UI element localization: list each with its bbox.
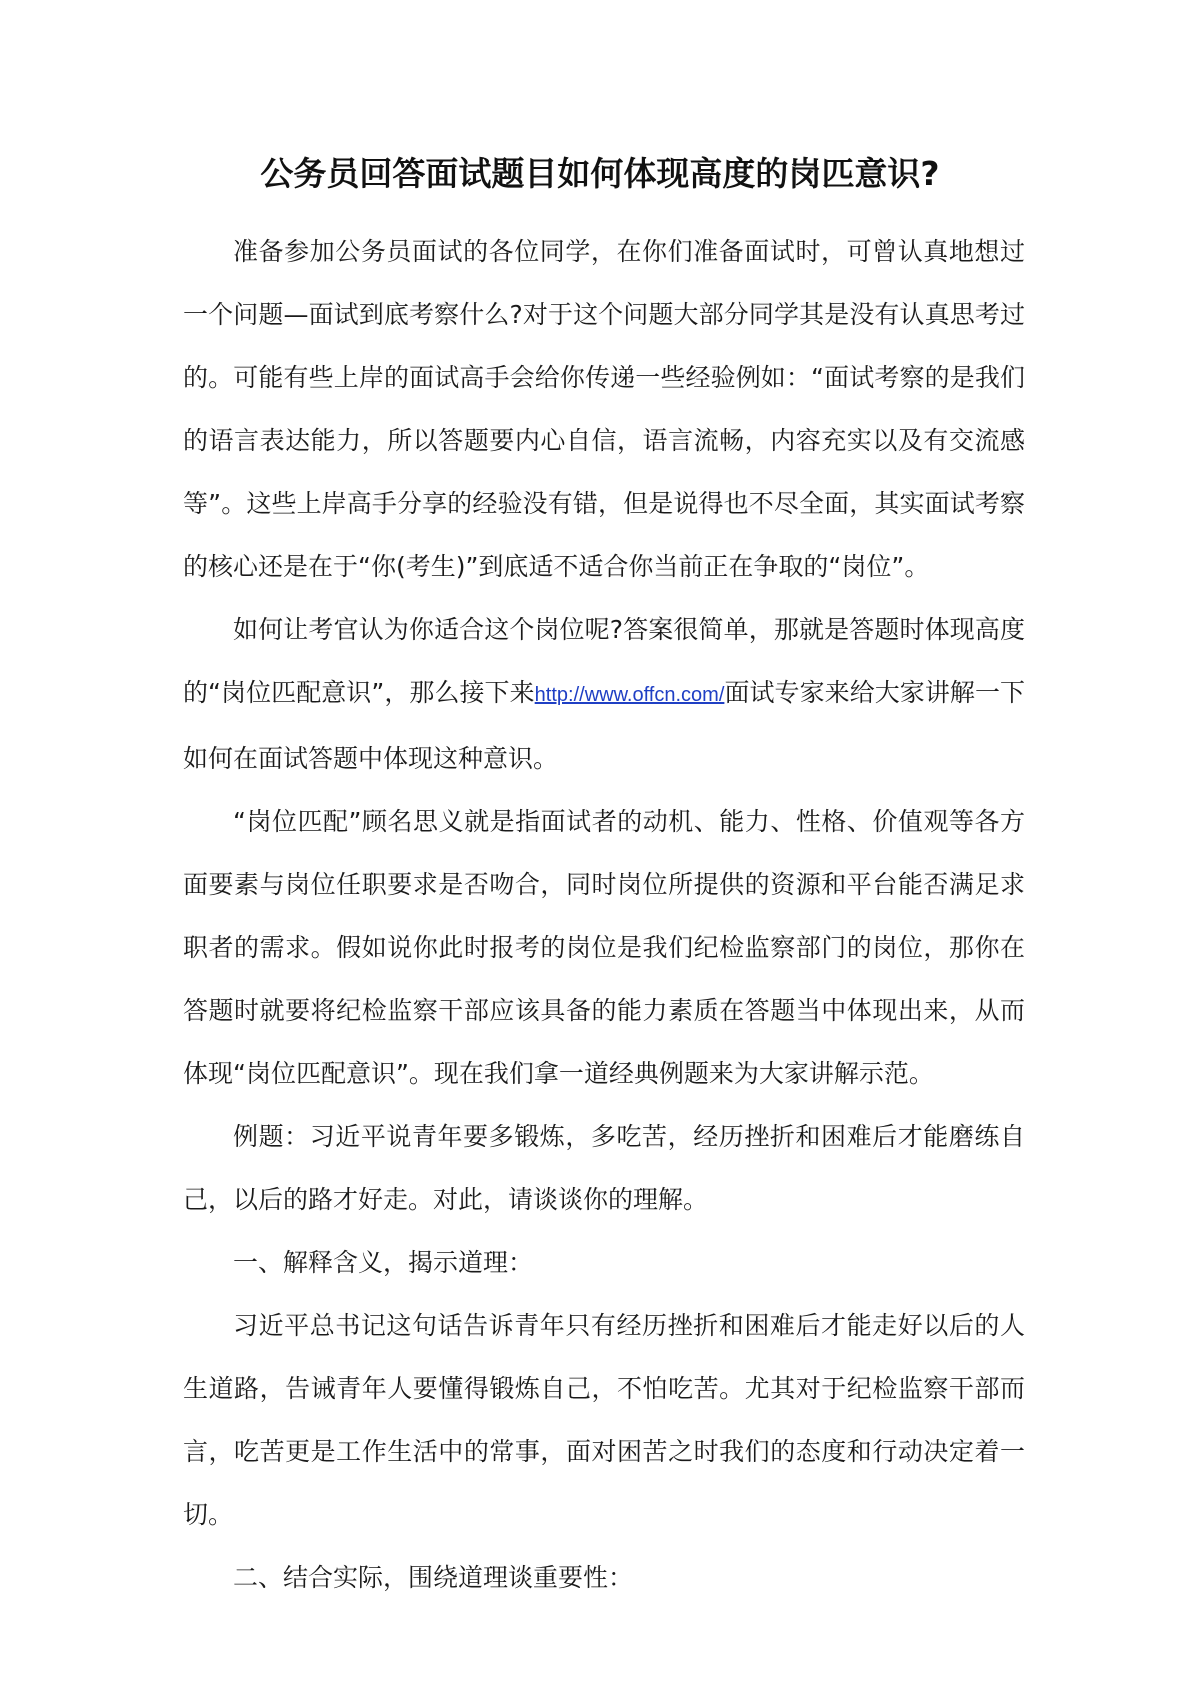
offcn-link[interactable]: http://www.offcn.com/: [534, 684, 725, 706]
paragraph-text-after-link: 面试专家来给大家讲解一下如何在面试答题中体现这种意识。: [183, 678, 1025, 773]
paragraph-intro: 准备参加公务员面试的各位同学，在你们准备面试时，可曾认真地想过一个问题—面试到底考察什么?对于这个问题大部分同学其是没有认真思考过的。可能有些上岸的面试高手会给你传递一些经验例如：“面试考察的是我们的语言表达能力，所以答题要内心自信，语言流畅，内容充实以及有交流感等”。这些上岸高手分享的经验没有错，但是说得也不尽全面，其实面试考察的核心还是在于“你(考生)”到底适不适合你当前正在争取的“岗位”。: [183, 237, 1025, 581]
paragraph-explanation: 习近平总书记这句话告诉青年只有经历挫折和困难后才能走好以后的人生道路，告诫青年人要懂得锻炼自己，不怕吃苦。尤其对于纪检监察干部而言，吃苦更是工作生活中的常事，面对困苦之时我们的态度和行动决定着一切。: [183, 1311, 1025, 1529]
paragraph-text-before-link: 如何让考官认为你适合这个岗位呢?答案很简单，那就是答题时体现高度的“岗位匹配意识”，那么接下来: [183, 615, 1025, 707]
paragraph-example-question: 例题：习近平说青年要多锻炼，多吃苦，经历挫折和困难后才能磨练自己，以后的路才好走。对此，请谈谈你的理解。: [183, 1122, 1025, 1214]
document-title: 公务员回答面试题目如何体现高度的岗匹意识?: [260, 154, 940, 193]
document-body: [183, 220, 1025, 1609]
section-heading-2: 二、结合实际，围绕道理谈重要性：: [233, 1563, 634, 1592]
paragraph-post-match-awareness: [183, 598, 1025, 790]
section-heading-1: 一、解释含义，揭示道理：: [233, 1248, 534, 1277]
paragraph-post-match-definition: “岗位匹配”顾名思义就是指面试者的动机、能力、性格、价值观等各方面要素与岗位任职要求是否吻合，同时岗位所提供的资源和平台能否满足求职者的需求。假如说你此时报考的岗位是我们纪检监察部门的岗位，那你在答题时就要将纪检监察干部应该具备的能力素质在答题当中体现出来，从而体现“岗位匹配意识”。现在我们拿一道经典例题来为大家讲解示范。: [183, 807, 1025, 1088]
